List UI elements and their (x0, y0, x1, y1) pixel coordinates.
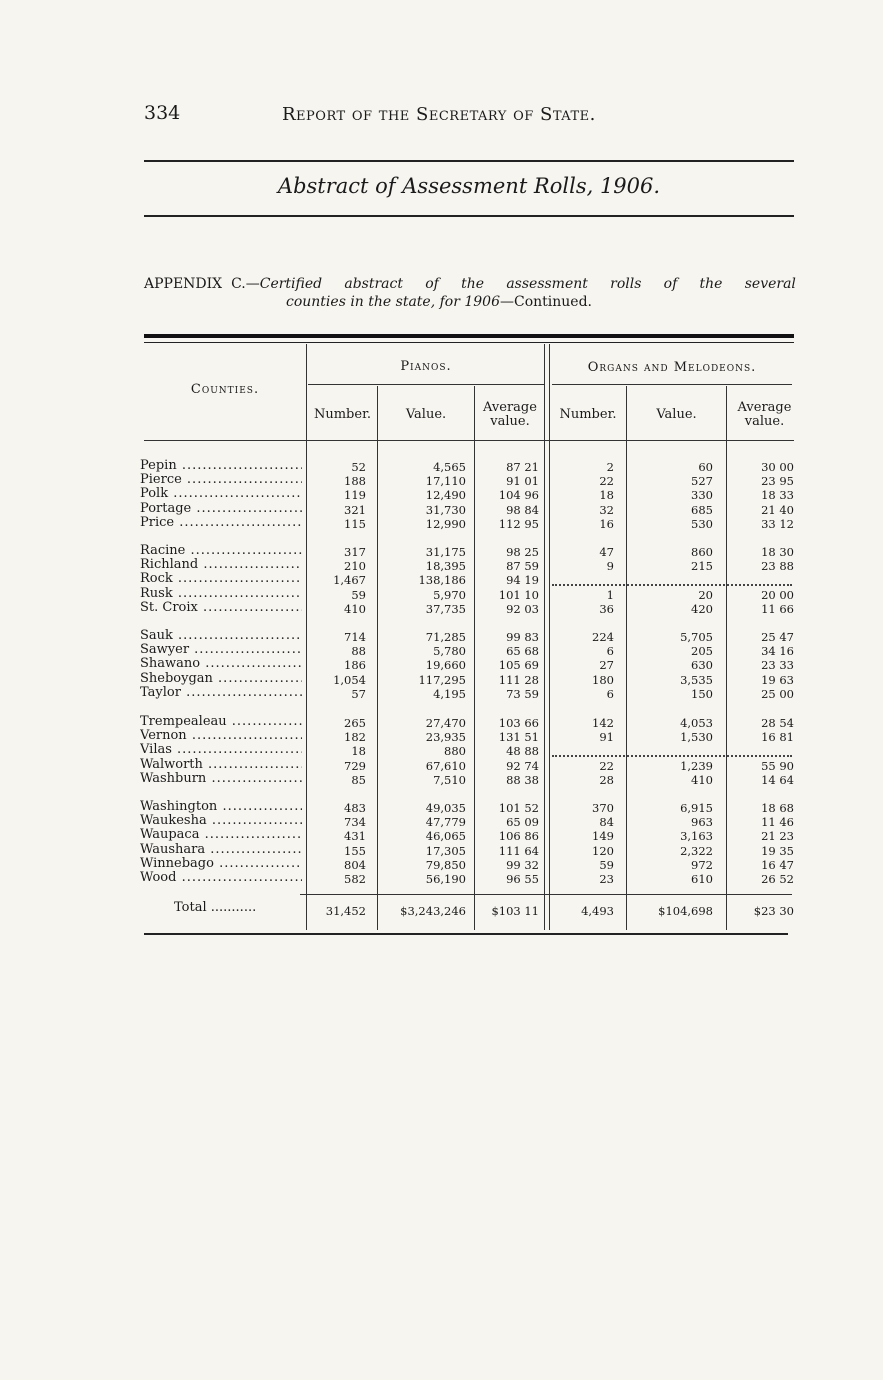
cell-p-val: 4,195 (433, 686, 466, 701)
cell-o-val: 1,239 (680, 758, 713, 773)
vline-o-val (726, 386, 727, 930)
cell-o-avg: 16 47 (761, 857, 794, 872)
cell-o-val: 3,163 (680, 829, 713, 844)
county-name: Sawyer ..... (140, 643, 302, 657)
top-rule (144, 160, 794, 162)
cell-o-avg: 18 30 (761, 545, 794, 559)
cell-p-num: 85 (351, 772, 366, 787)
cell-p-avg: 131 51 (498, 730, 539, 745)
cell-p-avg: 87 59 (506, 559, 539, 574)
cell-p-val: 117,295 (418, 672, 466, 687)
total-top-rule (300, 894, 792, 895)
header-counties: Counties. (190, 382, 260, 397)
cell-p-num: 52 (351, 460, 366, 474)
header-organs: Organs and Melodeons. (587, 360, 757, 375)
county-name: Walworth ..... (140, 758, 302, 772)
cell-p-avg: 87 21 (506, 460, 539, 474)
cell-o-num: 22 (599, 758, 614, 773)
cell-o-avg: 55 90 (761, 758, 794, 773)
cell-o-val: 860 (691, 545, 713, 559)
cell-o-avg: 34 16 (761, 644, 794, 659)
cell-o-num: 47 (599, 545, 614, 559)
cell-o-avg: 20 00 (761, 587, 794, 602)
cell-o-num: 23 (599, 872, 614, 886)
county-name: Rock ..... (140, 572, 302, 586)
cell-p-val: 19,660 (425, 658, 466, 673)
cell-o-avg: 30 00 (761, 460, 794, 474)
cell-o-avg: 26 52 (761, 872, 794, 886)
county-name: Richland ..... (140, 558, 302, 572)
cell-o-num: 2 (606, 460, 614, 474)
cell-o-val: 215 (691, 559, 713, 574)
cell-p-avg: 94 19 (506, 573, 539, 588)
county-name: Polk ..... (140, 487, 302, 501)
appendix-word: several (744, 276, 796, 292)
cell-p-val: 47,779 (425, 815, 466, 830)
total-o-val: $104,698 (658, 904, 713, 918)
appendix-word: of (425, 276, 439, 292)
county-name: Winnebago ..... (140, 857, 302, 871)
cell-o-val: 530 (691, 516, 713, 531)
cell-p-val: 31,730 (425, 502, 466, 517)
cell-o-val: 2,322 (680, 843, 713, 858)
header-o-number: Number. (559, 407, 617, 422)
county-name: Pierce ..... (140, 473, 302, 487)
county-name: Vilas ..... (140, 743, 302, 757)
header-p-value: Value. (405, 407, 447, 422)
cell-o-num: 27 (599, 658, 614, 673)
cell-p-avg: 98 25 (506, 545, 539, 559)
cell-p-avg: 111 28 (498, 672, 539, 687)
blank-organs-rock (552, 584, 792, 586)
total-p-avg: $103 11 (491, 904, 539, 918)
cell-p-avg: 104 96 (498, 488, 539, 503)
subtitle: Abstract of Assessment Rolls, 1906. (277, 174, 661, 198)
cell-o-val: 630 (691, 658, 713, 673)
county-name: Price ..... (140, 516, 302, 530)
cell-p-num: 18 (351, 744, 366, 759)
cell-p-avg: 106 86 (498, 829, 539, 844)
cell-o-num: 180 (592, 672, 614, 687)
county-name: Vernon ..... (140, 729, 302, 743)
cell-o-num: 6 (606, 686, 614, 701)
appendix-word: abstract (344, 276, 403, 292)
cell-p-avg: 92 03 (506, 601, 539, 616)
cell-o-val: 610 (691, 872, 713, 886)
cell-o-avg: 11 66 (761, 601, 794, 616)
cell-p-avg: 96 55 (506, 872, 539, 886)
cell-p-avg: 99 32 (506, 857, 539, 872)
cell-o-avg: 11 46 (761, 815, 794, 830)
cell-p-val: 23,935 (425, 730, 466, 745)
county-name: Waukesha ..... (140, 814, 302, 828)
cell-p-avg: 99 83 (506, 630, 539, 644)
cell-p-avg: 101 52 (498, 801, 539, 815)
cell-p-num: 186 (344, 658, 366, 673)
appendix-word: rolls (610, 276, 642, 292)
cell-o-avg: 16 81 (761, 730, 794, 745)
vline-p-num (377, 386, 378, 930)
cell-p-num: 155 (344, 843, 366, 858)
cell-p-val: 56,190 (425, 872, 466, 886)
cell-o-num: 18 (599, 488, 614, 503)
cell-o-avg: 19 35 (761, 843, 794, 858)
cell-p-val: 37,735 (425, 601, 466, 616)
cell-p-val: 17,305 (425, 843, 466, 858)
vline-p-val (474, 386, 475, 930)
cell-o-avg: 28 54 (761, 716, 794, 730)
cell-p-num: 115 (344, 516, 366, 531)
appendix-word: the (461, 276, 485, 292)
cell-p-avg: 103 66 (498, 716, 539, 730)
cell-p-val: 18,395 (425, 559, 466, 574)
cell-p-avg: 92 74 (506, 758, 539, 773)
cell-o-avg: 33 12 (761, 516, 794, 531)
county-name: Waupaca ..... (140, 828, 302, 842)
cell-p-num: 804 (344, 857, 366, 872)
cell-o-num: 32 (599, 502, 614, 517)
cell-o-num: 142 (592, 716, 614, 730)
cell-o-val: 527 (691, 474, 713, 489)
cell-p-val: 46,065 (425, 829, 466, 844)
county-name: Sheboygan ..... (140, 672, 302, 686)
county-name: Washington ..... (140, 800, 302, 814)
vline-counties (306, 344, 307, 930)
cell-p-num: 88 (351, 644, 366, 659)
cell-p-num: 582 (344, 872, 366, 886)
cell-o-num: 120 (592, 843, 614, 858)
county-name: Trempealeau ..... (140, 715, 302, 729)
cell-p-val: 880 (444, 744, 466, 759)
table-top-rule (144, 334, 794, 338)
cell-o-val: 5,705 (680, 630, 713, 644)
cell-o-val: 6,915 (680, 801, 713, 815)
cell-p-num: 1,054 (333, 672, 366, 687)
total-o-num: 4,493 (581, 904, 614, 918)
header-p-number: Number. (313, 407, 371, 422)
cell-o-val: 3,535 (680, 672, 713, 687)
cell-o-avg: 19 63 (761, 672, 794, 687)
organs-subrule (552, 384, 792, 385)
county-name: Waushara ..... (140, 843, 302, 857)
cell-o-num: 22 (599, 474, 614, 489)
cell-o-val: 4,053 (680, 716, 713, 730)
county-name: St. Croix ..... (140, 601, 302, 615)
cell-o-avg: 21 23 (761, 829, 794, 844)
cell-o-val: 60 (698, 460, 713, 474)
pianos-subrule (308, 384, 544, 385)
cell-o-avg: 25 00 (761, 686, 794, 701)
cell-p-val: 17,110 (425, 474, 466, 489)
total-p-num: 31,452 (325, 904, 366, 918)
cell-o-val: 410 (691, 772, 713, 787)
cell-o-num: 36 (599, 601, 614, 616)
cell-o-avg: 23 88 (761, 559, 794, 574)
cell-p-avg: 111 64 (498, 843, 539, 858)
cell-p-num: 188 (344, 474, 366, 489)
cell-p-avg: 112 95 (498, 516, 539, 531)
subtitle-rule (144, 215, 794, 217)
cell-p-num: 714 (344, 630, 366, 644)
cell-p-val: 138,186 (418, 573, 466, 588)
county-name: Taylor ..... (140, 686, 302, 700)
appendix-word: of (663, 276, 678, 292)
cell-o-num: 16 (599, 516, 614, 531)
cell-o-num: 84 (599, 815, 614, 830)
cell-p-avg: 98 84 (506, 502, 539, 517)
header-o-value: Value. (656, 407, 697, 422)
cell-o-avg: 21 40 (761, 502, 794, 517)
cell-p-val: 5,780 (433, 644, 466, 659)
cell-p-num: 483 (344, 801, 366, 815)
county-name: Racine ..... (140, 544, 302, 558)
cell-o-val: 150 (691, 686, 713, 701)
header-pianos: Pianos. (400, 359, 452, 374)
cell-o-val: 330 (691, 488, 713, 503)
cell-p-num: 210 (344, 559, 366, 574)
cell-p-num: 410 (344, 601, 366, 616)
cell-p-num: 321 (344, 502, 366, 517)
cell-p-avg: 91 01 (506, 474, 539, 489)
cell-p-val: 71,285 (425, 630, 466, 644)
cell-p-avg: 65 09 (506, 815, 539, 830)
header-o-average: Average value. (737, 400, 792, 429)
county-name: Portage ..... (140, 502, 302, 516)
county-name: Rusk ..... (140, 587, 302, 601)
county-name: Wood ..... (140, 871, 302, 885)
header-bottom-rule (144, 440, 794, 441)
cell-p-num: 265 (344, 716, 366, 730)
cell-o-num: 224 (592, 630, 614, 644)
blank-organs-vilas (552, 755, 792, 757)
cell-p-num: 59 (351, 587, 366, 602)
cell-o-avg: 18 68 (761, 801, 794, 815)
cell-p-num: 182 (344, 730, 366, 745)
cell-p-val: 12,490 (425, 488, 466, 503)
vline-double-a (544, 344, 545, 930)
cell-o-avg: 23 33 (761, 658, 794, 673)
cell-o-val: 963 (691, 815, 713, 830)
header-p-average: Average value. (483, 400, 537, 429)
cell-o-val: 420 (691, 601, 713, 616)
cell-p-val: 49,035 (425, 801, 466, 815)
vline-double-b (549, 344, 550, 930)
cell-p-num: 317 (344, 545, 366, 559)
cell-p-avg: 105 69 (498, 658, 539, 673)
table-bottom-rule (144, 933, 788, 935)
cell-p-avg: 88 38 (506, 772, 539, 787)
cell-p-val: 4,565 (433, 460, 466, 474)
appendix-word: assessment (506, 276, 588, 292)
cell-p-num: 1,467 (333, 573, 366, 588)
county-name: Sauk ..... (140, 629, 302, 643)
cell-p-avg: 101 10 (498, 587, 539, 602)
cell-o-num: 1 (606, 587, 614, 602)
cell-p-val: 79,850 (425, 857, 466, 872)
cell-o-avg: 18 33 (761, 488, 794, 503)
cell-p-val: 27,470 (425, 716, 466, 730)
appendix-line-2: counties in the state, for 1906—Continued. (286, 294, 592, 310)
total-label: Total ..... (174, 900, 256, 915)
cell-p-num: 431 (344, 829, 366, 844)
appendix-label: APPENDIX C.—Certified (144, 276, 323, 292)
cell-o-num: 28 (599, 772, 614, 787)
cell-p-avg: 65 68 (506, 644, 539, 659)
running-head: Report of the Secretary of State. (282, 104, 596, 125)
cell-p-val: 12,990 (425, 516, 466, 531)
cell-o-avg: 14 64 (761, 772, 794, 787)
cell-o-val: 972 (691, 857, 713, 872)
cell-o-avg: 25 47 (761, 630, 794, 644)
cell-p-avg: 48 88 (506, 744, 539, 759)
cell-p-val: 67,610 (425, 758, 466, 773)
cell-o-num: 149 (592, 829, 614, 844)
total-o-avg: $23 30 (753, 904, 794, 918)
cell-p-val: 7,510 (433, 772, 466, 787)
cell-p-val: 5,970 (433, 587, 466, 602)
cell-o-num: 370 (592, 801, 614, 815)
cell-o-num: 91 (599, 730, 614, 745)
cell-o-avg: 23 95 (761, 474, 794, 489)
cell-p-num: 57 (351, 686, 366, 701)
cell-o-num: 6 (606, 644, 614, 659)
appendix-line-1 (144, 276, 796, 292)
vline-o-num (626, 386, 627, 930)
cell-p-avg: 73 59 (506, 686, 539, 701)
cell-o-num: 9 (606, 559, 614, 574)
cell-o-val: 205 (691, 644, 713, 659)
cell-p-val: 31,175 (425, 545, 466, 559)
total-p-val: $3,243,246 (400, 904, 466, 918)
appendix-word: the (699, 276, 723, 292)
cell-p-num: 734 (344, 815, 366, 830)
cell-p-num: 729 (344, 758, 366, 773)
table-top-rule-thin (144, 342, 794, 343)
page-number: 334 (144, 102, 181, 124)
cell-o-val: 685 (691, 502, 713, 517)
county-name: Shawano ..... (140, 657, 302, 671)
cell-o-val: 1,530 (680, 730, 713, 745)
county-name: Washburn ..... (140, 772, 302, 786)
cell-o-val: 20 (698, 587, 713, 602)
cell-o-num: 59 (599, 857, 614, 872)
cell-p-num: 119 (344, 488, 366, 503)
county-name: Pepin ..... (140, 459, 302, 473)
